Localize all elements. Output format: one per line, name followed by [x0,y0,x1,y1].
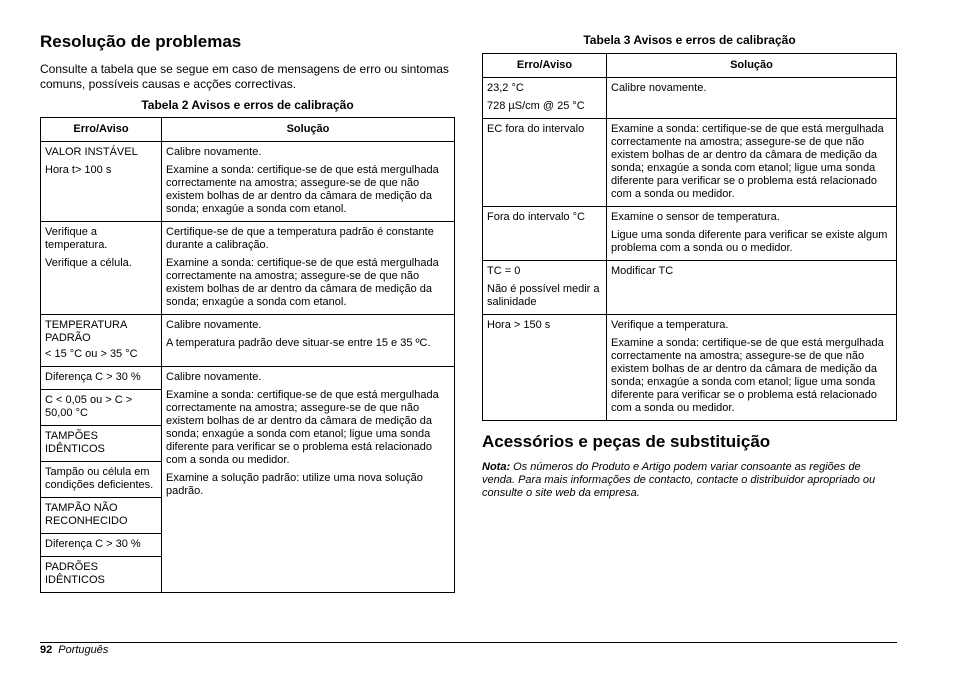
error-cell [483,207,607,261]
solution-text: Verifique a temperatura. [611,319,729,331]
error-cell: TAMPÃO NÃO RECONHECIDO [41,498,162,534]
solution-cell [162,142,455,222]
table-2-header-solution: Solução [162,118,455,142]
note-label: Nota: [482,461,511,473]
solution-cell [607,315,897,421]
note-text: Os números do Produto e Artigo podem variar consoante as regiões de venda. Para mais informações de contacto, contacte o distribuidor apropriado ou consulte o site web da empresa. [482,461,876,499]
error-text: Fora do intervalo °C [487,211,585,223]
error-cell [483,119,607,207]
error-cell: Diferença C > 30 % [41,367,162,390]
solution-text: Examine a solução padrão: utilize uma nova solução padrão. [166,472,423,497]
error-text: Não é possível medir a salinidade [487,283,600,308]
error-text: TEMPERATURA PADRÃO [45,319,127,344]
error-cell: PADRÕES IDÊNTICOS [41,557,162,593]
error-text: Verifique a temperatura. [45,226,108,251]
solution-text: Modificar TC [611,265,674,277]
table-row [483,261,897,315]
note-paragraph [482,461,892,500]
error-text: Verifique a célula. [45,257,132,269]
solution-text: Ligue uma sonda diferente para verificar se existe algum problema com a sonda ou o medidor. [611,229,888,254]
solution-text: Examine a sonda: certifique-se de que está mergulhada correctamente na amostra; assegure-se de que não existem bolhas de ar dentro da câmara de medição da sonda; enxagúe a sonda com etanol. [166,257,439,308]
solution-cell [607,78,897,119]
error-text: 728 µS/cm @ 25 °C [487,100,585,112]
error-text: TC = 0 [487,265,521,277]
intro-paragraph: Consulte a tabela que se segue em caso de mensagens de erro ou sintomas comuns, possíveis causas e acções correctivas. [40,62,449,91]
solution-cell [162,315,455,367]
solution-cell [607,261,897,315]
table-row [41,315,455,367]
error-text: Hora > 150 s [487,319,551,331]
error-cell [41,142,162,222]
table-3-header-error: Erro/Aviso [483,54,607,78]
error-text: EC fora do intervalo [487,123,585,135]
footer-language: Português [58,644,109,656]
error-text: VALOR INSTÁVEL [45,146,138,158]
table-2-caption: Tabela 2 Avisos e erros de calibração [141,98,354,112]
table-row [483,315,897,421]
table-2 [40,117,455,593]
page-title: Resolução de problemas [40,32,242,51]
solution-text: Calibre novamente. [611,82,707,94]
solution-text: Calibre novamente. [166,371,262,383]
error-cell [41,315,162,367]
table-3-header-solution: Solução [607,54,897,78]
table-row [41,142,455,222]
table-row [483,207,897,261]
error-cell: Diferença C > 30 % [41,534,162,557]
solution-cell [607,119,897,207]
solution-text: Examine o sensor de temperatura. [611,211,780,223]
table-row [483,78,897,119]
error-cell [41,222,162,315]
solution-text: Examine a sonda: certifique-se de que está mergulhada correctamente na amostra; assegure-se de que não existem bolhas de ar dentro da câmara de medição da sonda; enxagúe a sonda com etanol; ligue uma sonda diferente para verificar se o problema está relacionado com a sonda ou medidor. [611,337,884,414]
solution-cell [607,207,897,261]
solution-text: Examine a sonda: certifique-se de que está mergulhada correctamente na amostra; assegure-se de que não existem bolhas de ar dentro da câmara de medição da sonda; enxagúe a sonda com etanol; ligue uma sonda diferente para verificar se o problema está relacionado com a sonda ou medidor. [166,389,439,466]
error-cell [483,261,607,315]
section-heading: Acessórios e peças de substituição [482,432,771,451]
page-number: 92 [40,644,53,656]
error-text: < 15 °C ou > 35 °C [45,348,138,360]
error-cell [483,315,607,421]
page-footer [40,644,108,656]
solution-text: Examine a sonda: certifique-se de que está mergulhada correctamente na amostra; assegure-se de que não existem bolhas de ar dentro da câmara de medição da sonda; enxagúe a sonda com etanol; ligue uma sonda diferente para verificar se o problema está relacionado com a sonda ou medidor. [611,123,884,200]
error-cell: TAMPÕES IDÊNTICOS [41,426,162,462]
table-row [483,119,897,207]
error-cell [483,78,607,119]
solution-text: Calibre novamente. [166,146,262,158]
table-3-caption: Tabela 3 Avisos e erros de calibração [583,33,796,47]
solution-cell [162,222,455,315]
solution-text: Certifique-se de que a temperatura padrão é constante durante a calibração. [166,226,434,251]
error-text: Hora t> 100 s [45,164,112,176]
table-3 [482,53,897,421]
error-cell: Tampão ou célula em condições deficientes. [41,462,162,498]
table-row [41,222,455,315]
table-2-header-error: Erro/Aviso [41,118,162,142]
error-text: 23,2 °C [487,82,524,94]
error-cell: C < 0,05 ou > C > 50,00 °C [41,390,162,426]
footer-divider [40,642,897,643]
table-row [41,367,455,390]
solution-text: Calibre novamente. [166,319,262,331]
solution-text: Examine a sonda: certifique-se de que está mergulhada correctamente na amostra; assegure-se de que não existem bolhas de ar dentro da câmara de medição da sonda; enxagúe a sonda com etanol. [166,164,439,215]
solution-text: A temperatura padrão deve situar-se entre 15 e 35 ºC. [166,337,431,349]
merged-solution-cell [162,367,455,593]
